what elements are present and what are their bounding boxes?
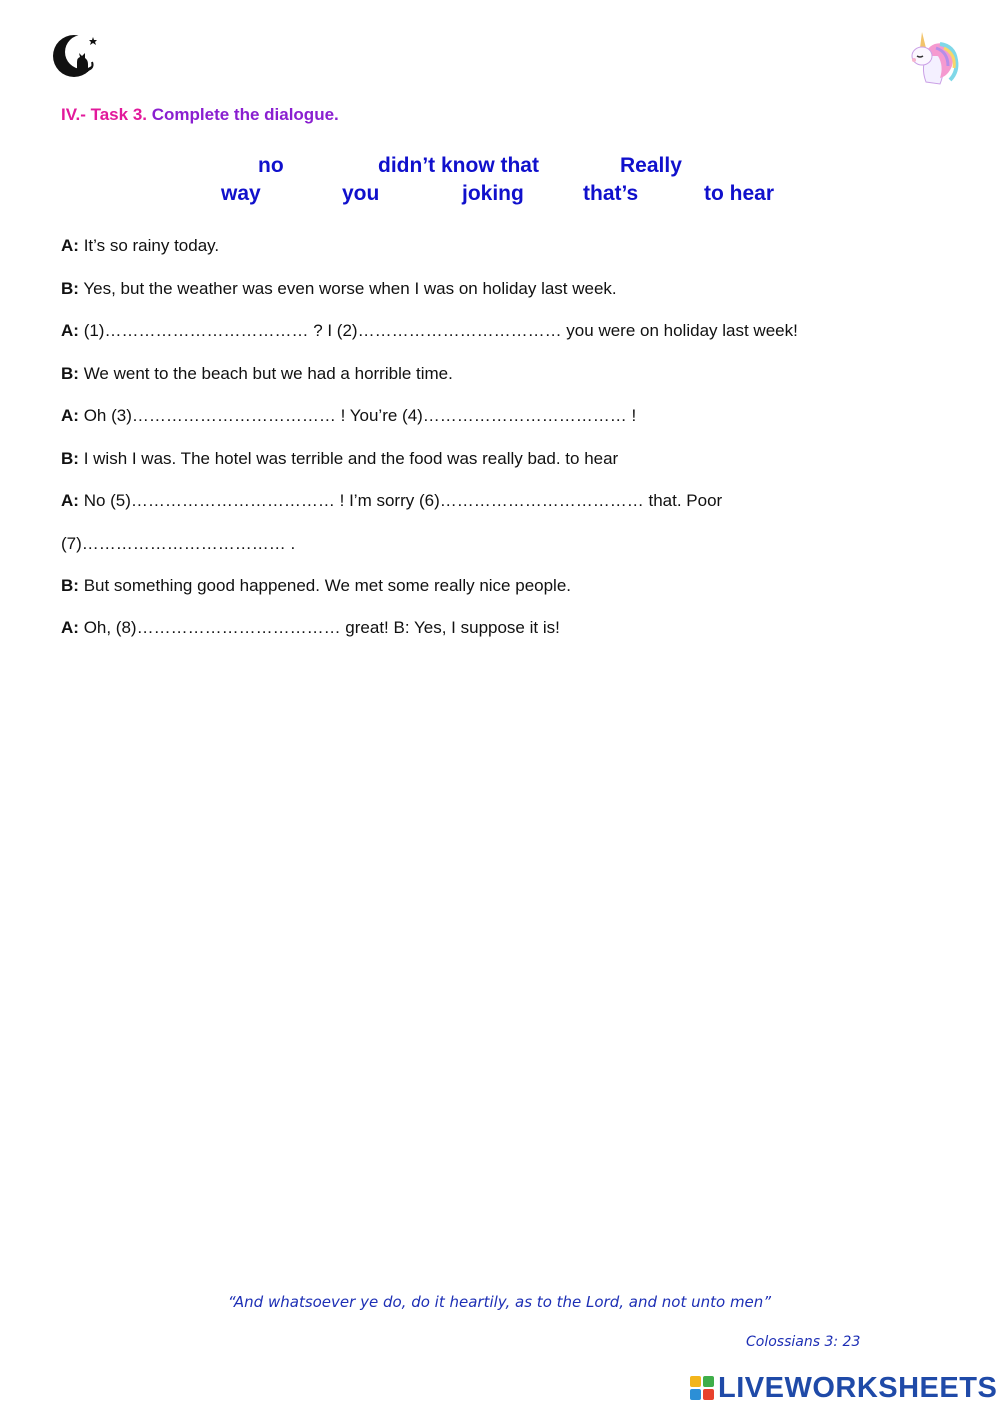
speaker-label: A:	[61, 618, 79, 637]
bible-quote: “And whatsoever ye do, do it heartily, as to the Lord, and not unto men”	[227, 1293, 772, 1311]
word-bank-item: Really	[620, 154, 682, 177]
dialogue-line	[61, 449, 618, 469]
word-bank-item: no	[258, 154, 284, 177]
speaker-label: B:	[61, 279, 79, 298]
dialogue-text[interactable]: Oh, (8)……………………………… great! B: Yes, I suppose it is!	[83, 618, 560, 637]
word-bank-item: didn’t know that	[378, 154, 539, 177]
task-number: IV.- Task 3.	[61, 105, 147, 124]
liveworksheets-logo-icon	[690, 1376, 714, 1400]
dialogue-line[interactable]	[61, 406, 636, 426]
dialogue-text[interactable]: (1)……………………………… ? I (2)……………………………… you were on holiday last week!	[83, 321, 798, 340]
speaker-label: A:	[61, 491, 79, 510]
word-bank-item: that’s	[583, 182, 639, 205]
dialogue-line	[61, 364, 453, 384]
dialogue-line[interactable]	[61, 618, 560, 638]
speaker-label: A:	[61, 406, 79, 425]
dialogue-line[interactable]	[61, 321, 798, 341]
dialogue-text[interactable]: Oh (3)……………………………… ! You’re (4)……………………………… !	[83, 406, 637, 425]
dialogue-line	[61, 236, 219, 256]
dialogue-text[interactable]: No (5)……………………………… ! I’m sorry (6)……………………………… that. Poor	[83, 491, 723, 510]
dialogue-line	[61, 279, 617, 299]
unicorn-icon	[900, 26, 964, 90]
word-bank-item: joking	[462, 182, 524, 205]
speaker-label: A:	[61, 236, 79, 255]
word-bank-item: to hear	[704, 182, 775, 205]
dialogue-text: It’s so rainy today.	[83, 236, 220, 255]
dialogue-text: Yes, but the weather was even worse when I was on holiday last week.	[83, 279, 617, 298]
dialogue-text: But something good happened. We met some really nice people.	[83, 576, 572, 595]
speaker-label: B:	[61, 449, 79, 468]
liveworksheets-logo	[690, 1372, 997, 1404]
dialogue-text: We went to the beach but we had a horrible time.	[83, 364, 453, 383]
speaker-label: B:	[61, 364, 79, 383]
speaker-label: B:	[61, 576, 79, 595]
dialogue-line	[61, 576, 571, 596]
task-title	[61, 105, 339, 125]
bible-reference: Colossians 3: 23	[746, 1334, 861, 1350]
speaker-label: A:	[61, 321, 79, 340]
brand-name: LIVEWORKSHEETS	[718, 1371, 998, 1404]
dialogue-text: I wish I was. The hotel was terrible and the food was really bad. to hear	[83, 449, 619, 468]
dialogue-line[interactable]	[61, 491, 722, 511]
dialogue-text[interactable]: (7)……………………………… .	[61, 534, 296, 553]
dialogue-line[interactable]	[61, 534, 295, 554]
crescent-moon-cat-icon	[52, 32, 100, 80]
task-instruction: Complete the dialogue.	[151, 105, 339, 124]
word-bank-item: way	[221, 182, 261, 205]
word-bank-item: you	[342, 182, 380, 205]
